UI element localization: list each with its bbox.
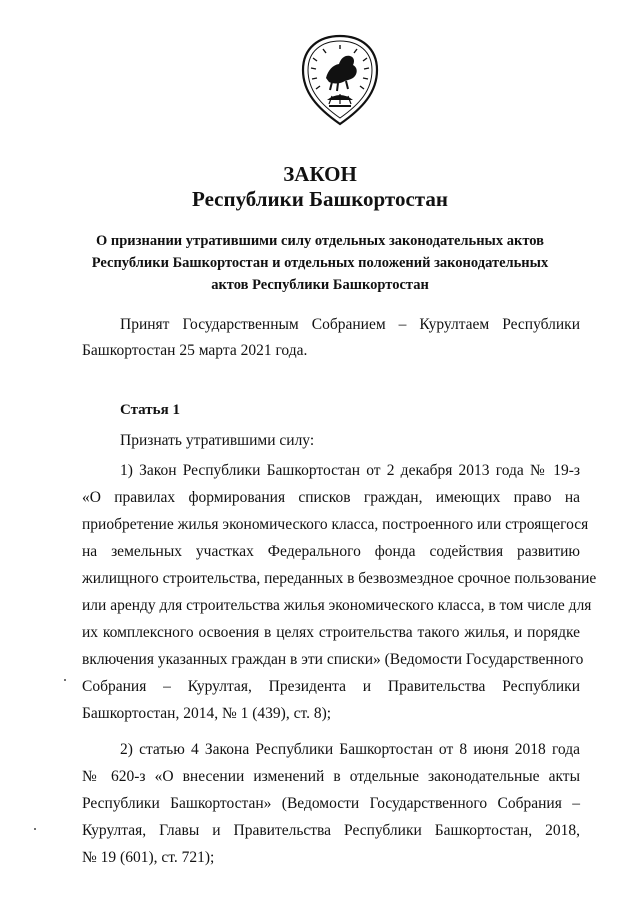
- item1-line: их комплексного освоения в целях строительства такого жилья, и порядке: [82, 624, 580, 641]
- item1-line: включения указанных граждан в эти списки» (Ведомости Государственного: [82, 651, 584, 668]
- adoption-note-line: Башкортостан 25 марта 2021 года.: [82, 342, 308, 359]
- coat-of-arms-emblem-icon: [299, 34, 381, 126]
- law-subtitle-line: О признании утратившими силу отдельных законодательных актов: [95, 233, 544, 249]
- item1-line: Башкортостан, 2014, № 1 (439), ст. 8);: [82, 705, 332, 722]
- law-title-republic: Республики Башкортостан: [192, 187, 448, 211]
- item2-line: № 19 (601), ст. 721);: [82, 849, 215, 866]
- item2-line: Республики Башкортостан» (Ведомости Государственного Собрания –: [82, 795, 580, 812]
- item2-line: Курултая, Главы и Правительства Республики Башкортостан, 2018,: [82, 822, 580, 839]
- adoption-note-line: Принят Государственным Собранием – Курултаем Республики: [120, 316, 580, 333]
- item1-line: жилищного строительства, переданных в безвозмездное срочное пользование: [82, 570, 597, 587]
- item1-line: 1) Закон Республики Башкортостан от 2 декабря 2013 года № 19-з: [120, 462, 580, 479]
- law-subtitle-line: актов Республики Башкортостан: [211, 277, 429, 293]
- scan-speck: [64, 679, 66, 681]
- law-subtitle-line: Республики Башкортостан и отдельных положений законодательных: [91, 255, 549, 271]
- article-intro: Признать утратившими силу:: [120, 432, 315, 449]
- scan-speck: [34, 828, 36, 830]
- item1-line: на земельных участках Федерального фонда содействия развитию: [82, 543, 580, 560]
- item1-line: Собрания – Курултая, Президента и Правительства Республики: [82, 678, 580, 695]
- item1-line: или аренду для строительства жилья экономического класса, в том числе для: [82, 597, 592, 614]
- item2-line: № 620-з «О внесении изменений в отдельные законодательные акты: [82, 768, 580, 785]
- item1-line: «О правилах формирования списков граждан, имеющих право на: [82, 489, 580, 506]
- law-title: ЗАКОН: [283, 162, 357, 186]
- item1-line: приобретение жилья экономического класса, построенного или строящегося: [82, 516, 589, 533]
- article-heading: Статья 1: [120, 402, 180, 418]
- item2-line: 2) статью 4 Закона Республики Башкортостан от 8 июня 2018 года: [120, 741, 580, 758]
